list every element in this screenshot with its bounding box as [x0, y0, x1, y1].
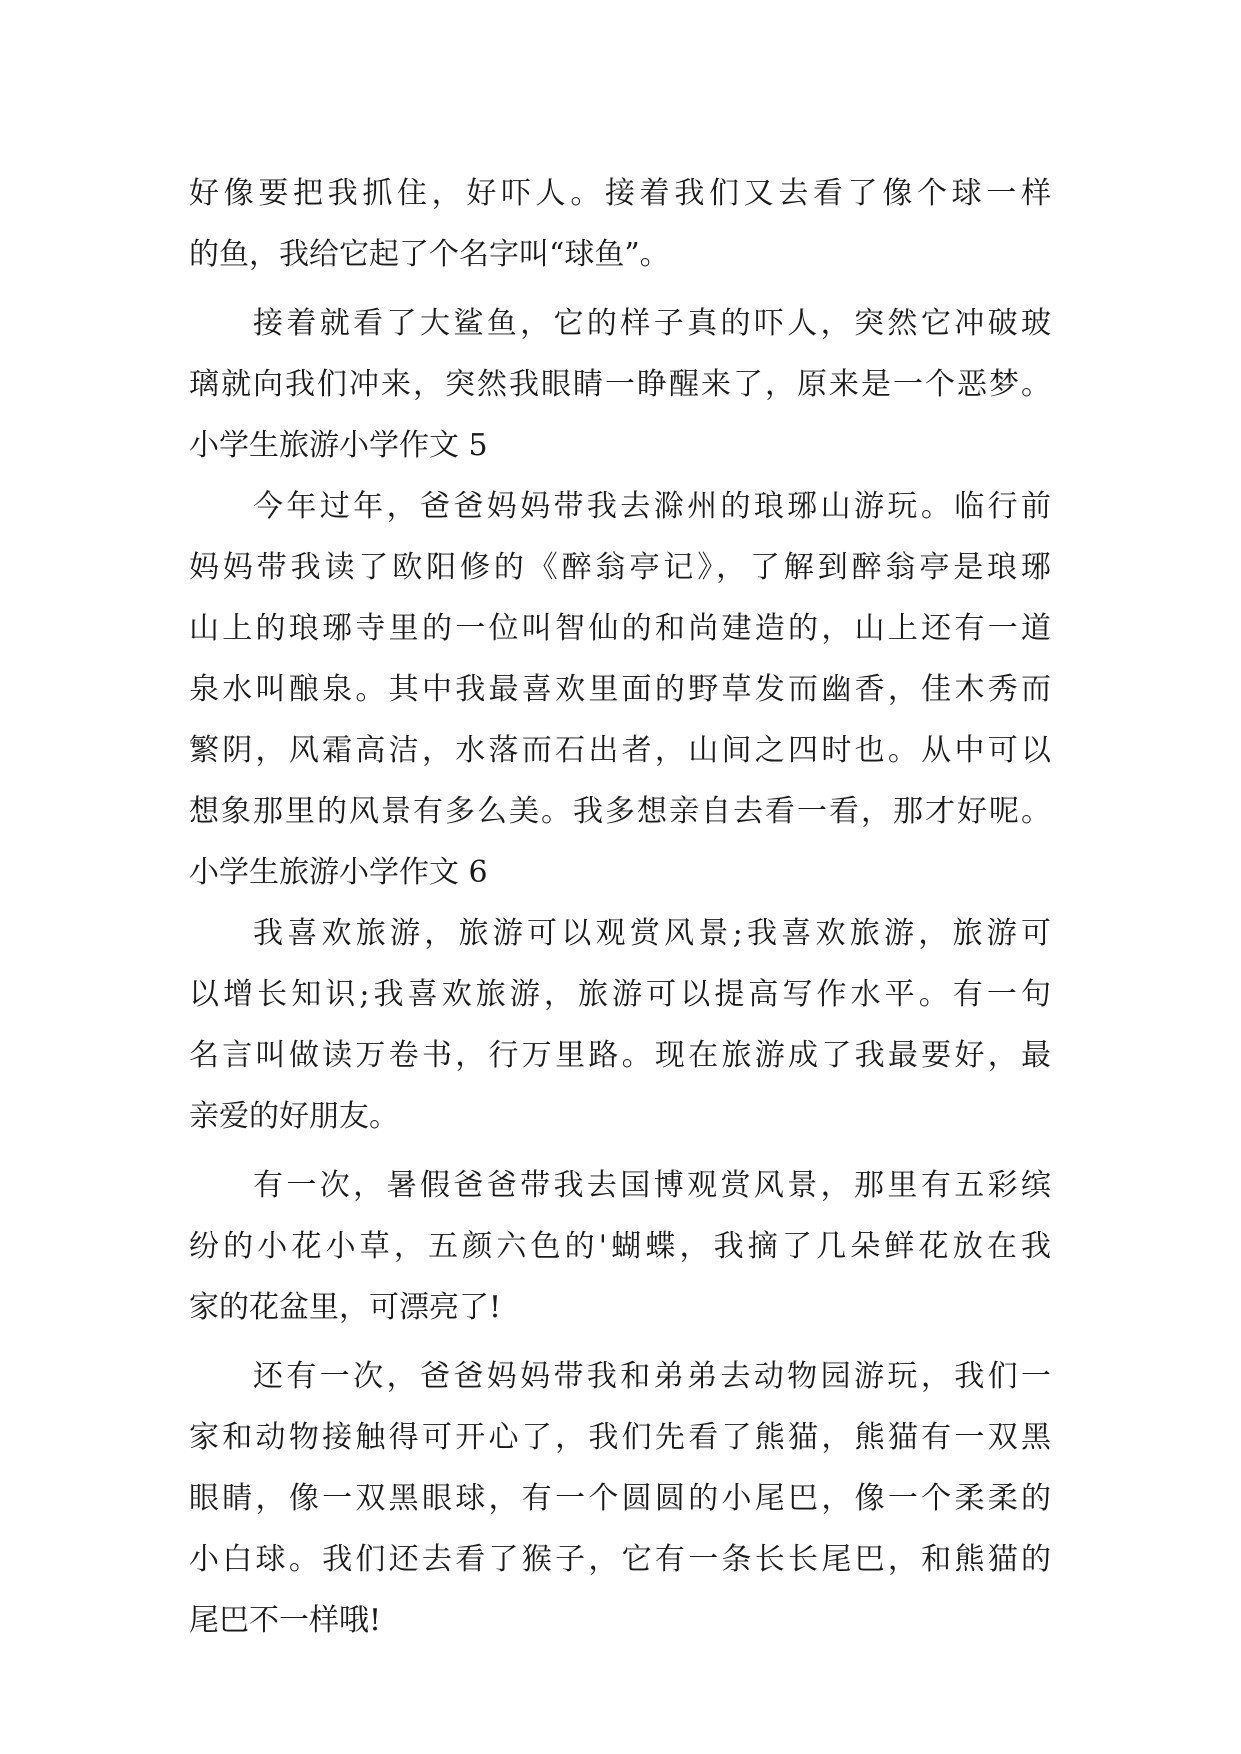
document-page — [189, 163, 1051, 1651]
paragraph-line: 的鱼，我给它起了个名字叫“球鱼”。 — [189, 237, 670, 272]
section-heading: 小学生旅游小学作文 6 — [189, 855, 488, 890]
paragraph-line: 还有一次，爸爸妈妈带我和弟弟去动物园游玩，我们一 — [253, 1359, 1051, 1394]
paragraph-line: 亲爱的好朋友。 — [189, 1099, 399, 1134]
paragraph-line: 想象那里的风景有多么美。我多想亲自去看一看，那才好呢。 — [189, 794, 1051, 829]
paragraph-line: 以增长知识;我喜欢旅游，旅游可以提高写作水平。有一句 — [189, 977, 1051, 1012]
paragraph-line: 纷的小花小草，五颜六色的'蝴蝶，我摘了几朵鲜花放在我 — [189, 1229, 1051, 1264]
paragraph-line: 眼睛，像一双黑眼球，有一个圆圆的小尾巴，像一个柔柔的 — [189, 1481, 1051, 1516]
paragraph-line: 妈妈带我读了欧阳修的《醉翁亭记》，了解到醉翁亭是琅琊 — [189, 550, 1051, 585]
paragraph-line: 小白球。我们还去看了猴子，它有一条长长尾巴，和熊猫的 — [189, 1542, 1051, 1577]
paragraph-line: 今年过年，爸爸妈妈带我去滁州的琅琊山游玩。临行前 — [253, 489, 1051, 524]
paragraph-line: 好像要把我抓住，好吓人。接着我们又去看了像个球一样 — [189, 176, 1051, 211]
paragraph-line: 繁阴，风霜高洁，水落而石出者，山间之四时也。从中可以 — [189, 733, 1051, 768]
paragraph-line: 接着就看了大鲨鱼，它的样子真的吓人，突然它冲破玻 — [253, 306, 1051, 341]
paragraph-line: 家和动物接触得可开心了，我们先看了熊猫，熊猫有一双黑 — [189, 1420, 1051, 1455]
paragraph-line: 尾巴不一样哦! — [189, 1603, 382, 1638]
paragraph-line: 名言叫做读万卷书，行万里路。现在旅游成了我最要好，最 — [189, 1038, 1051, 1073]
section-heading: 小学生旅游小学作文 5 — [189, 428, 488, 463]
paragraph-line: 泉水叫酿泉。其中我最喜欢里面的野草发而幽香，佳木秀而 — [189, 672, 1051, 707]
paragraph-line: 有一次，暑假爸爸带我去国博观赏风景，那里有五彩缤 — [253, 1168, 1051, 1203]
paragraph-line: 家的花盆里，可漂亮了! — [189, 1290, 502, 1325]
paragraph-line: 我喜欢旅游，旅游可以观赏风景;我喜欢旅游，旅游可 — [253, 916, 1051, 951]
paragraph-line: 山上的琅琊寺里的一位叫智仙的和尚建造的，山上还有一道 — [189, 611, 1051, 646]
paragraph-line: 璃就向我们冲来，突然我眼睛一睁醒来了，原来是一个恶梦。 — [189, 367, 1051, 402]
